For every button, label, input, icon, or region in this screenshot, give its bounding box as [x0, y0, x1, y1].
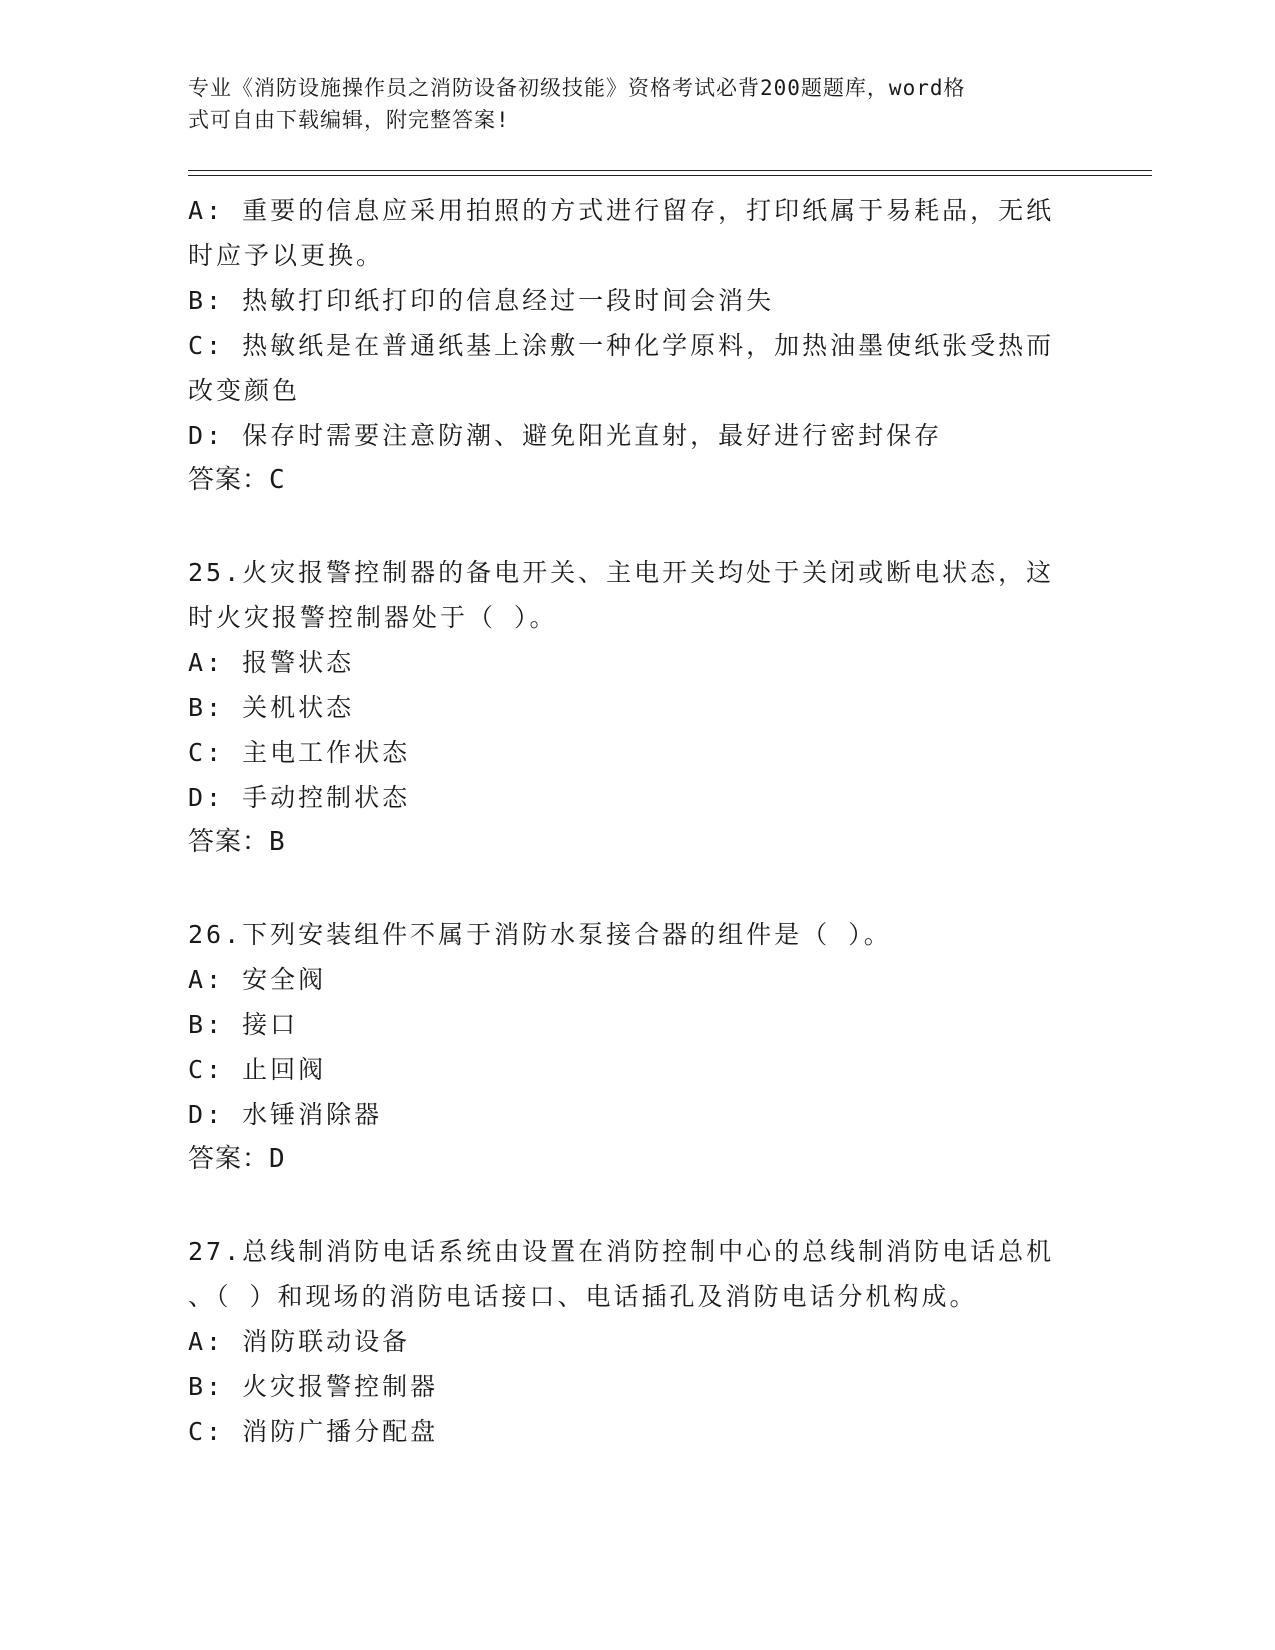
- answer-value: B: [269, 827, 286, 857]
- option-a: A: 消防联动设备: [188, 1327, 411, 1356]
- option-b: B: 关机状态: [188, 693, 355, 722]
- question-stem-continued: 、（ ）和现场的消防电话接口、电话插孔及消防电话分机构成。: [188, 1282, 978, 1311]
- answer-label: 答案：: [188, 465, 270, 495]
- question-spacer: [188, 1182, 1088, 1229]
- question-stem: 25.火灾报警控制器的备电开关、主电开关均处于关闭或断电状态，这: [188, 558, 1055, 587]
- option-b: B: 热敏打印纸打印的信息经过一段时间会消失: [188, 286, 775, 315]
- option-d: D: 保存时需要注意防潮、避免阳光直射，最好进行密封保存: [188, 421, 943, 450]
- option-a: A: 报警状态: [188, 648, 355, 677]
- option-c-continued: 改变颜色: [188, 376, 301, 405]
- option-c: C: 止回阀: [188, 1055, 327, 1084]
- option-c: C: 热敏纸是在普通纸基上涂敷一种化学原料，加热油墨使纸张受热而: [188, 331, 1055, 360]
- question-26: [188, 912, 1088, 1182]
- header-divider-bottom: [188, 175, 1152, 176]
- question-24: [188, 188, 1088, 503]
- question-27: [188, 1229, 1088, 1454]
- option-b: B: 接口: [188, 1010, 299, 1039]
- answer-value: C: [269, 465, 286, 495]
- header-divider-top: [188, 170, 1152, 171]
- header-line-2: 式可自由下载编辑，附完整答案!: [188, 108, 510, 132]
- header-line-1: 专业《消防设施操作员之消防设备初级技能》资格考试必背200题题库，word格: [188, 76, 966, 100]
- option-d: D: 手动控制状态: [188, 783, 411, 812]
- answer-line: [188, 1137, 1088, 1182]
- answer-line: [188, 820, 1088, 865]
- option-d: D: 水锤消除器: [188, 1100, 383, 1129]
- question-list: [188, 188, 1088, 1454]
- answer-label: 答案：: [188, 827, 270, 857]
- answer-label: 答案：: [188, 1144, 270, 1174]
- answer-value: D: [269, 1144, 286, 1174]
- question-stem: 27.总线制消防电话系统由设置在消防控制中心的总线制消防电话总机: [188, 1237, 1055, 1266]
- document-header: [188, 72, 1068, 136]
- question-stem-continued: 时火灾报警控制器处于（ ）。: [188, 603, 558, 632]
- option-a: A: 重要的信息应采用拍照的方式进行留存，打印纸属于易耗品，无纸: [188, 196, 1055, 225]
- option-c: C: 消防广播分配盘: [188, 1417, 439, 1446]
- question-stem: 26.下列安装组件不属于消防水泵接合器的组件是（ ）。: [188, 920, 892, 949]
- question-spacer: [188, 503, 1088, 550]
- option-a-continued: 时应予以更换。: [188, 241, 385, 270]
- question-spacer: [188, 865, 1088, 912]
- option-c: C: 主电工作状态: [188, 738, 411, 767]
- answer-line: [188, 458, 1088, 503]
- option-b: B: 火灾报警控制器: [188, 1372, 439, 1401]
- question-25: [188, 550, 1088, 865]
- option-a: A: 安全阀: [188, 965, 327, 994]
